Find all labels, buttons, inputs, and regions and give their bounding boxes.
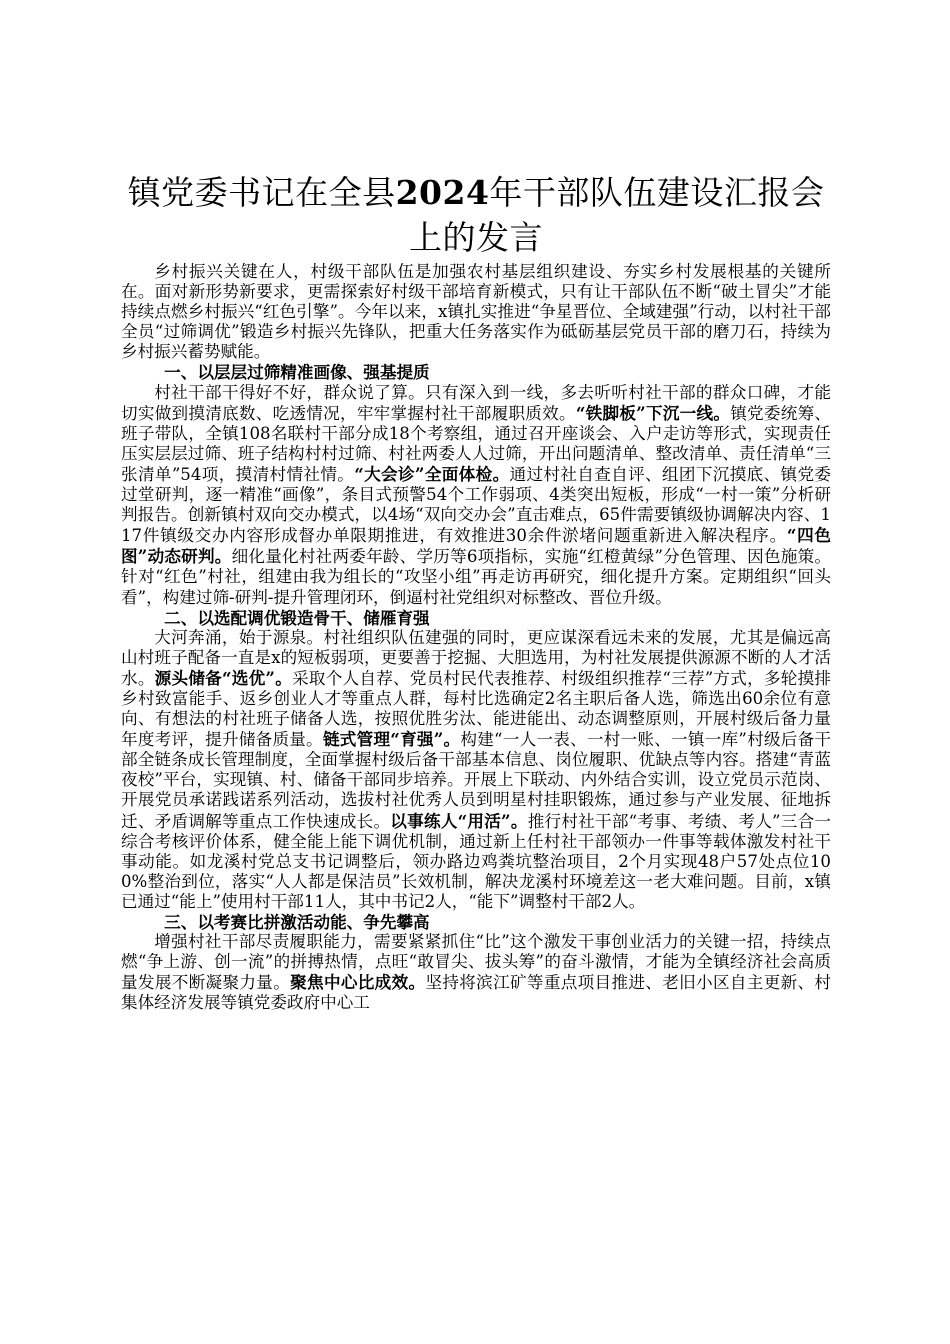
section-2-text-1: 大河奔涌，始于源泉。村社组织队伍建强的同时，更应谋深看远未来的发展，尤其是偏远高山村班子配备一直是x的短板弱项，更要善于挖掘、大胆选用，为村社发展提供源源不断的人才活水。 xyxy=(121,627,831,688)
section-1-text-4: 细化量化村社两委年龄、学历等6项指标，实施“红橙黄绿”分色管理、因色施策。针对“红色”村社，组建由我为组长的“攻坚小组”再走访再研究，细化提升方案。定期组织“回头看”，构建过筛-研判-提升管理闭环，倒逼村社党组织对标整改、晋位升级。 xyxy=(121,547,831,607)
section-1-text-2: 镇党委统筹、班子带队，全镇108名联村干部分成18个考察组，通过召开座谈会、入户走访等形式，实现责任压实层层过筛、班子结构村村过筛、村社两委人人过筛，开出问题清单、整改清单、责任清单“三张清单”54项，摸清村情社情。 xyxy=(121,403,832,484)
section-3-text-1: 增强村社干部尽责履职能力，需要紧紧抓住“比”这个激发干事创业活力的关键一招，持续点燃“争上游、创一流”的拼搏热情，点旺“敢冒尖、拔头筹”的奋斗激情，才能为全镇经济社会高质量发展不断凝聚力量。 xyxy=(121,932,831,993)
section-3-heading: 三、以考赛比拼激活动能、争先攀高 xyxy=(164,912,430,932)
section-1-text-1: 村社干部干得好不好，群众说了算。只有深入到一线，多去听听村社干部的群众口碑，才能切实做到摸清底数、吃透情况，牢牢掌握村社干部履职质效。 xyxy=(121,382,831,423)
document-page xyxy=(121,170,831,1013)
section-2-text-4: 推行村社干部“考事、考绩、考人”三合一综合考核评价体系，健全能上能下调优机制，通过新上任村社干部领办一件事等载体激发村社干事动能。如龙溪村党总支书记调整后，领办路边鸡粪坑整治项目，2个月实现48户57处点位100%整治到位，落实“人人都是保洁员”长效机制，解决龙溪村环境差这一老大难问题。目前，x镇已通过“能上”使用村干部11人，其中书记2人，“能下”调整村干部2人。 xyxy=(121,811,832,911)
section-2-keyword-2: 链式管理“育强”。 xyxy=(322,729,461,750)
title-part1: 镇党委书记在全县 xyxy=(127,173,396,212)
section-1-keyword-3: “四色图”动态研判。 xyxy=(121,525,832,567)
title-year: 2024 xyxy=(395,173,490,212)
section-1-keyword-2: “大会诊”全面体检。 xyxy=(354,463,510,484)
section-1-keyword-1: “铁脚板”下沉一线。 xyxy=(575,402,731,423)
document-title xyxy=(121,170,831,260)
section-2-text-2: 采取个人自荐、党员村民代表推荐、村级组织推荐“三荐”方式，多轮摸排乡村致富能手、返乡创业人才等重点人群，每村比选确定2名主职后备人选，筛选出60余位有意向、有想法的村社班子储备人选，按照优胜劣汰、能进能出、动态调整原则，开展村级后备力量年度考评，提升储备质量。 xyxy=(121,668,832,750)
section-3-text-2: 坚持将滨江矿等重点项目推进、老旧小区自主更新、村集体经济发展等镇党委政府中心工 xyxy=(121,973,832,1013)
intro-paragraph: 乡村振兴关键在人，村级干部队伍是加强农村基层组织建设、夯实乡村发展根基的关键所在。面对新形势新要求，更需探索好村级干部培育新模式，只有让干部队伍不断“破土冒尖”才能持续点燃乡村振兴“红色引擎”。今年以来，x镇扎实推进“争星晋位、全域建强”行动，以村社干部全员“过筛调优”锻造乡村振兴先锋队，把重大任务落实作为砥砺基层党员干部的磨刀石，持续为乡村振兴蓄势赋能。 xyxy=(121,262,831,362)
section-1-heading: 一、以层层过筛精准画像、强基提质 xyxy=(164,362,430,383)
section-3-keyword-1: 聚焦中心比成效。 xyxy=(290,972,426,993)
section-2-keyword-1: 源头储备“选优”。 xyxy=(154,667,293,688)
section-2-text-3: 构建“一人一表、一村一账、一镇一库”村级后备干部全链条成长管理制度，全面掌握村级后备干部基本信息、岗位履职、优缺点等内容。搭建“青蓝夜校”平台，实现镇、村、储备干部同步培养。开展上下联动、内外结合实训，设立党员示范岗、开展党员承诺践诺系列活动，选拔村社优秀人员到明星村挂职锻炼，通过参与产业发展、征地拆迁、矛盾调解等重点工作快速成长。 xyxy=(121,730,832,831)
section-2-heading: 二、以选配调优锻造骨干、储雁育强 xyxy=(164,607,430,628)
section-3-paragraph xyxy=(121,932,831,1013)
section-1-text-3: 通过村社自查自评、组团下沉摸底、镇党委过堂研判，逐一精准“画像”，条目式预警54个工作弱项、4类突出短板，形成“一村一策”分析研判报告。创新镇村双向交办模式，以4场“双向交办会”直击难点，65件需要镇级协调解决内容、117件镇级交办内容形成督办单限期推进，有效推进30余件淤堵问题重新进入解决程序。 xyxy=(121,464,832,546)
section-2-keyword-3: 以事练人“用活”。 xyxy=(390,810,528,831)
section-1-paragraph xyxy=(121,383,831,608)
section-2-paragraph xyxy=(121,628,831,912)
title-part2: 年干部队伍建设汇报会上的发言 xyxy=(409,173,825,257)
